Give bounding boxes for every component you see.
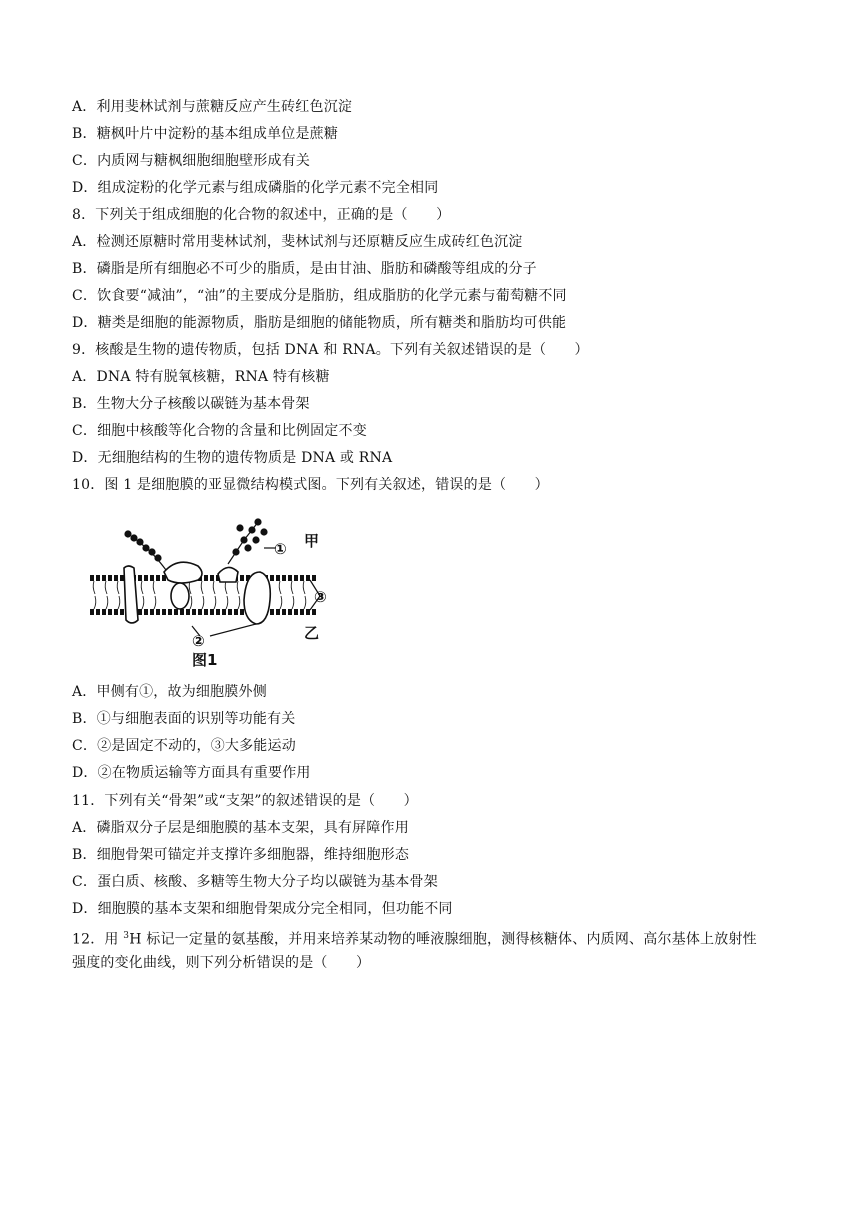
label-side-top: 甲 [304,532,320,550]
q9-option-a: A．DNA 特有脱氧核糖，RNA 特有核糖 [72,369,330,385]
q8-option-c: C．饮食要“减油”，“油”的主要成分是脂肪，组成脂肪的化学元素与葡萄糖不同 [72,288,567,304]
q11-option-c: C．蛋白质、核酸、多糖等生物大分子均以碳链为基本骨架 [72,874,438,890]
q9-option-d: D．无细胞结构的生物的遗传物质是 DNA 或 RNA [72,450,393,466]
q8-option-b: B．磷脂是所有细胞必不可少的脂质，是由甘油、脂肪和磷酸等组成的分子 [72,261,537,277]
cell-membrane-figure [88,508,340,668]
q8-option-a: A．检测还原糖时常用斐林试剂，斐林试剂与还原糖反应生成砖红色沉淀 [72,234,523,250]
q7-option-d: D．组成淀粉的化学元素与组成磷脂的化学元素不完全相同 [72,180,439,196]
figure-caption: 图1 [192,651,218,668]
q7-option-c: C．内质网与糖枫细胞细胞壁形成有关 [72,153,311,169]
q8-stem: 8．下列关于组成细胞的化合物的叙述中，正确的是（ ） [72,207,451,223]
q12-stem [72,927,757,949]
q10-stem: 10．图 1 是细胞膜的亚显微结构模式图。下列有关叙述，错误的是（ ） [72,477,549,493]
q10-option-b: B．①与细胞表面的识别等功能有关 [72,711,296,727]
q12-stem-rest: H 标记一定量的氨基酸，并用来培养某动物的唾液腺细胞，测得核糖体、内质网、高尔基体上放射性 [129,931,757,948]
label-circled-3: ③ [314,588,327,606]
label-circled-1: ① [274,540,287,558]
q9-stem: 9．核酸是生物的遗传物质，包括 DNA 和 RNA。下列有关叙述错误的是（ ） [72,342,589,358]
q7-option-a: A．利用斐林试剂与蔗糖反应产生砖红色沉淀 [72,99,353,115]
glycocalyx-chains [125,519,267,570]
q8-option-d: D．糖类是细胞的能源物质，脂肪是细胞的储能物质，所有糖类和脂肪均可供能 [72,315,567,331]
q10-option-c: C．②是固定不动的，③大多能运动 [72,738,296,754]
label-side-bottom: 乙 [304,624,320,642]
q11-stem: 11．下列有关“骨架”或“支架”的叙述错误的是（ ） [72,793,418,809]
q11-option-b: B．细胞骨架可锚定并支撑许多细胞器，维持细胞形态 [72,847,410,863]
q9-option-b: B．生物大分子核酸以碳链为基本骨架 [72,396,310,412]
q12-stem-start: 12．用 [72,931,124,948]
q7-option-b: B．糖枫叶片中淀粉的基本组成单位是蔗糖 [72,126,339,142]
q10-option-a: A．甲侧有①，故为细胞膜外侧 [72,684,267,700]
q12-stem-line2: 强度的变化曲线，则下列分析错误的是（ ） [72,955,371,971]
q11-option-a: A．磷脂双分子层是细胞膜的基本支架，具有屏障作用 [72,820,409,836]
q12-superscript: 3 [123,931,130,941]
q9-option-c: C．细胞中核酸等化合物的含量和比例固定不变 [72,423,367,439]
label-circled-2: ② [192,632,205,650]
q11-option-d: D．细胞膜的基本支架和细胞骨架成分完全相同，但功能不同 [72,901,453,917]
q10-option-d: D．②在物质运输等方面具有重要作用 [72,765,311,781]
